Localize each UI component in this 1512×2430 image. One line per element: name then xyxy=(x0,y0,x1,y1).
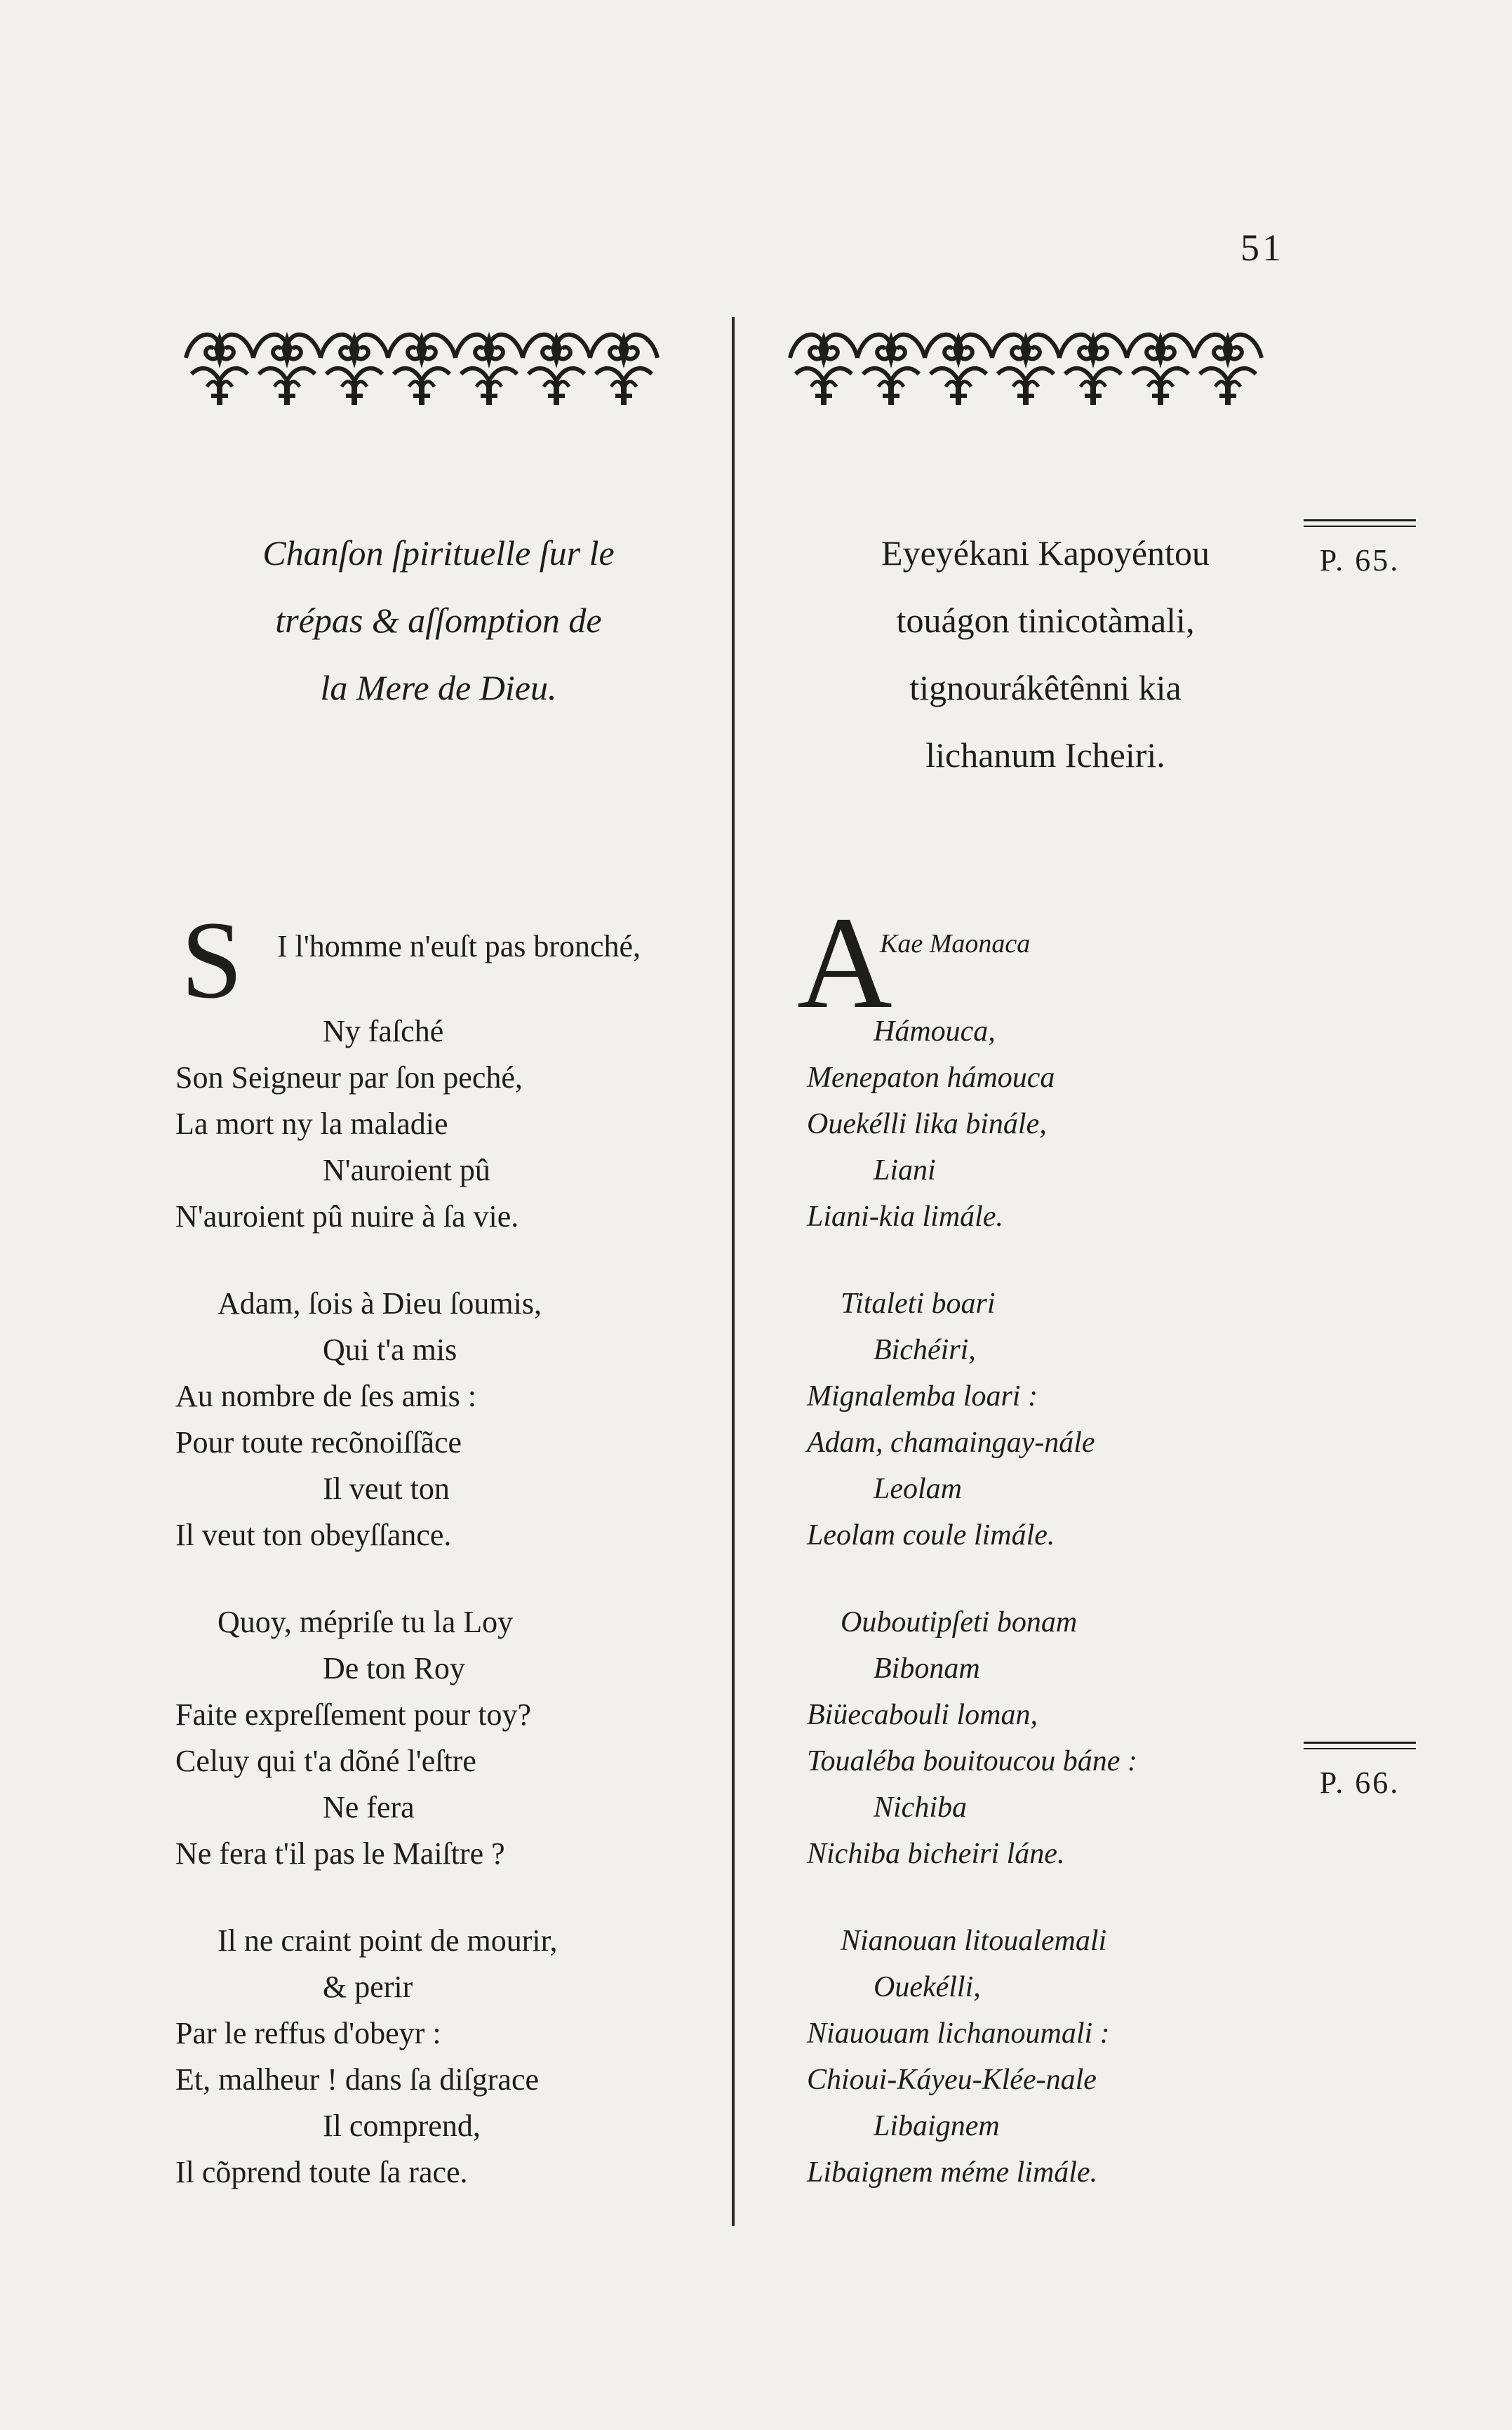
verse-line: Faite expreſſement pour toy? xyxy=(175,1697,532,1732)
verse-line: Leolam xyxy=(874,1473,962,1505)
verse-line: Titaleti boari xyxy=(841,1288,996,1320)
verse-line: Liani xyxy=(874,1154,936,1187)
verse-line: Il veut ton xyxy=(323,1471,450,1506)
verse-line: Nichiba bicheiri láne. xyxy=(807,1838,1065,1870)
verse-line: Ouekélli lika binále, xyxy=(807,1108,1047,1140)
stanza xyxy=(807,1008,1284,1240)
verse-line: Menepaton hámouca xyxy=(807,1062,1055,1094)
verse-line: Liani-kia limále. xyxy=(807,1201,1003,1233)
verse-line: Adam, ſois à Dieu ſoumis, xyxy=(218,1286,542,1321)
verse-line: Il cõprend toute ſa race. xyxy=(175,2155,468,2189)
verse-line: De ton Roy xyxy=(323,1651,465,1685)
carib-verses xyxy=(797,889,1284,2236)
title-line: Eyeyékani Kapoyéntou xyxy=(881,533,1210,573)
stanza xyxy=(175,1281,702,1558)
stanza xyxy=(175,1008,702,1240)
stanza xyxy=(807,1599,1284,1877)
verse-line: Ny faſché xyxy=(323,1014,444,1048)
title-line: lichanum Icheiri. xyxy=(925,735,1165,775)
marginal-reference xyxy=(1304,1742,1416,1801)
page-reference: P. 66. xyxy=(1319,1765,1400,1800)
verse-line: Libaignem xyxy=(874,2110,1000,2142)
carib-title xyxy=(807,519,1284,789)
column-divider xyxy=(732,317,735,2226)
verse-line: N'auroient pû nuire à ſa vie. xyxy=(175,1199,519,1234)
title-line: trépas & aſſomption de xyxy=(275,601,602,640)
opening-line xyxy=(175,899,702,1022)
title-line: touágon tinicotàmali, xyxy=(896,601,1195,640)
verse-line: Leolam coule limále. xyxy=(807,1519,1055,1551)
verse-line: Bibonam xyxy=(874,1653,980,1685)
verse-line: Niauouam lichanoumali : xyxy=(807,2017,1110,2050)
verse-line: Pour toute recõnoiſſãce xyxy=(175,1425,462,1460)
stanza xyxy=(807,1918,1284,2196)
verse-line: Ne fera t'il pas le Maiſtre ? xyxy=(175,1836,505,1871)
verse-line: Toualéba bouitoucou báne : xyxy=(807,1745,1137,1777)
verse-line: N'auroient pû xyxy=(323,1153,490,1187)
verse-line: Celuy qui t'a dõné l'eſtre xyxy=(175,1744,476,1778)
verse-line: Bichéiri, xyxy=(874,1334,976,1366)
right-ornament-band xyxy=(784,319,1286,410)
verse-line: Au nombre de ſes amis : xyxy=(175,1379,476,1413)
verse-line: Qui t'a mis xyxy=(323,1333,457,1367)
verse-line: Il comprend, xyxy=(323,2109,481,2143)
title-line: Chanſon ſpirituelle ſur le xyxy=(262,533,615,573)
verse-line: Ouekélli, xyxy=(874,1971,981,2003)
left-ornament-band xyxy=(180,319,682,410)
stanza xyxy=(175,1918,702,2196)
verse-line: Hámouca, xyxy=(874,1015,996,1048)
verse-line: Ouboutipſeti bonam xyxy=(841,1606,1078,1638)
title-line: la Mere de Dieu. xyxy=(320,668,557,707)
drop-cap: S xyxy=(181,899,243,1022)
verse-line: Et, malheur ! dans ſa diſgrace xyxy=(175,2062,540,2097)
verse-line: Ne fera xyxy=(323,1790,415,1824)
marginal-reference xyxy=(1304,519,1416,578)
verse-line: Adam, chamaingay-nále xyxy=(807,1427,1095,1459)
verse-line: Chioui-Káyeu-Klée-nale xyxy=(807,2064,1097,2096)
verse-line: Son Seigneur par ſon peché, xyxy=(175,1060,523,1095)
verse-line: Quoy, mépriſe tu la Loy xyxy=(218,1605,514,1639)
verse-line: Libaignem méme limále. xyxy=(807,2156,1098,2189)
verse-line: Biüecabouli loman, xyxy=(807,1699,1038,1731)
verse-line: Il veut ton obeyſſance. xyxy=(175,1518,452,1552)
drop-cap: A xyxy=(797,889,892,1036)
verse-line: Par le reffus d'obeyr : xyxy=(175,2016,441,2050)
french-title xyxy=(175,519,702,721)
stanza xyxy=(175,1599,702,1877)
verse-line: Nianouan litoualemali xyxy=(841,1925,1107,1957)
page-reference: P. 65. xyxy=(1319,543,1400,578)
verse-line: Il ne craint point de mourir, xyxy=(218,1923,558,1958)
verse-line: I l'homme n'euſt pas bronché, xyxy=(277,929,641,963)
verse-line: Mignalemba loari : xyxy=(807,1380,1038,1413)
page-number: 51 xyxy=(1240,227,1284,269)
verse-line: & perir xyxy=(323,1970,413,2004)
verse-line: Nichiba xyxy=(874,1791,967,1824)
verse-line: Kae Maonaca xyxy=(880,929,1031,959)
french-verses xyxy=(175,899,702,2236)
stanza xyxy=(807,1281,1284,1558)
title-line: tignourákêtênni kia xyxy=(909,668,1182,707)
verse-line: La mort ny la maladie xyxy=(175,1107,448,1141)
